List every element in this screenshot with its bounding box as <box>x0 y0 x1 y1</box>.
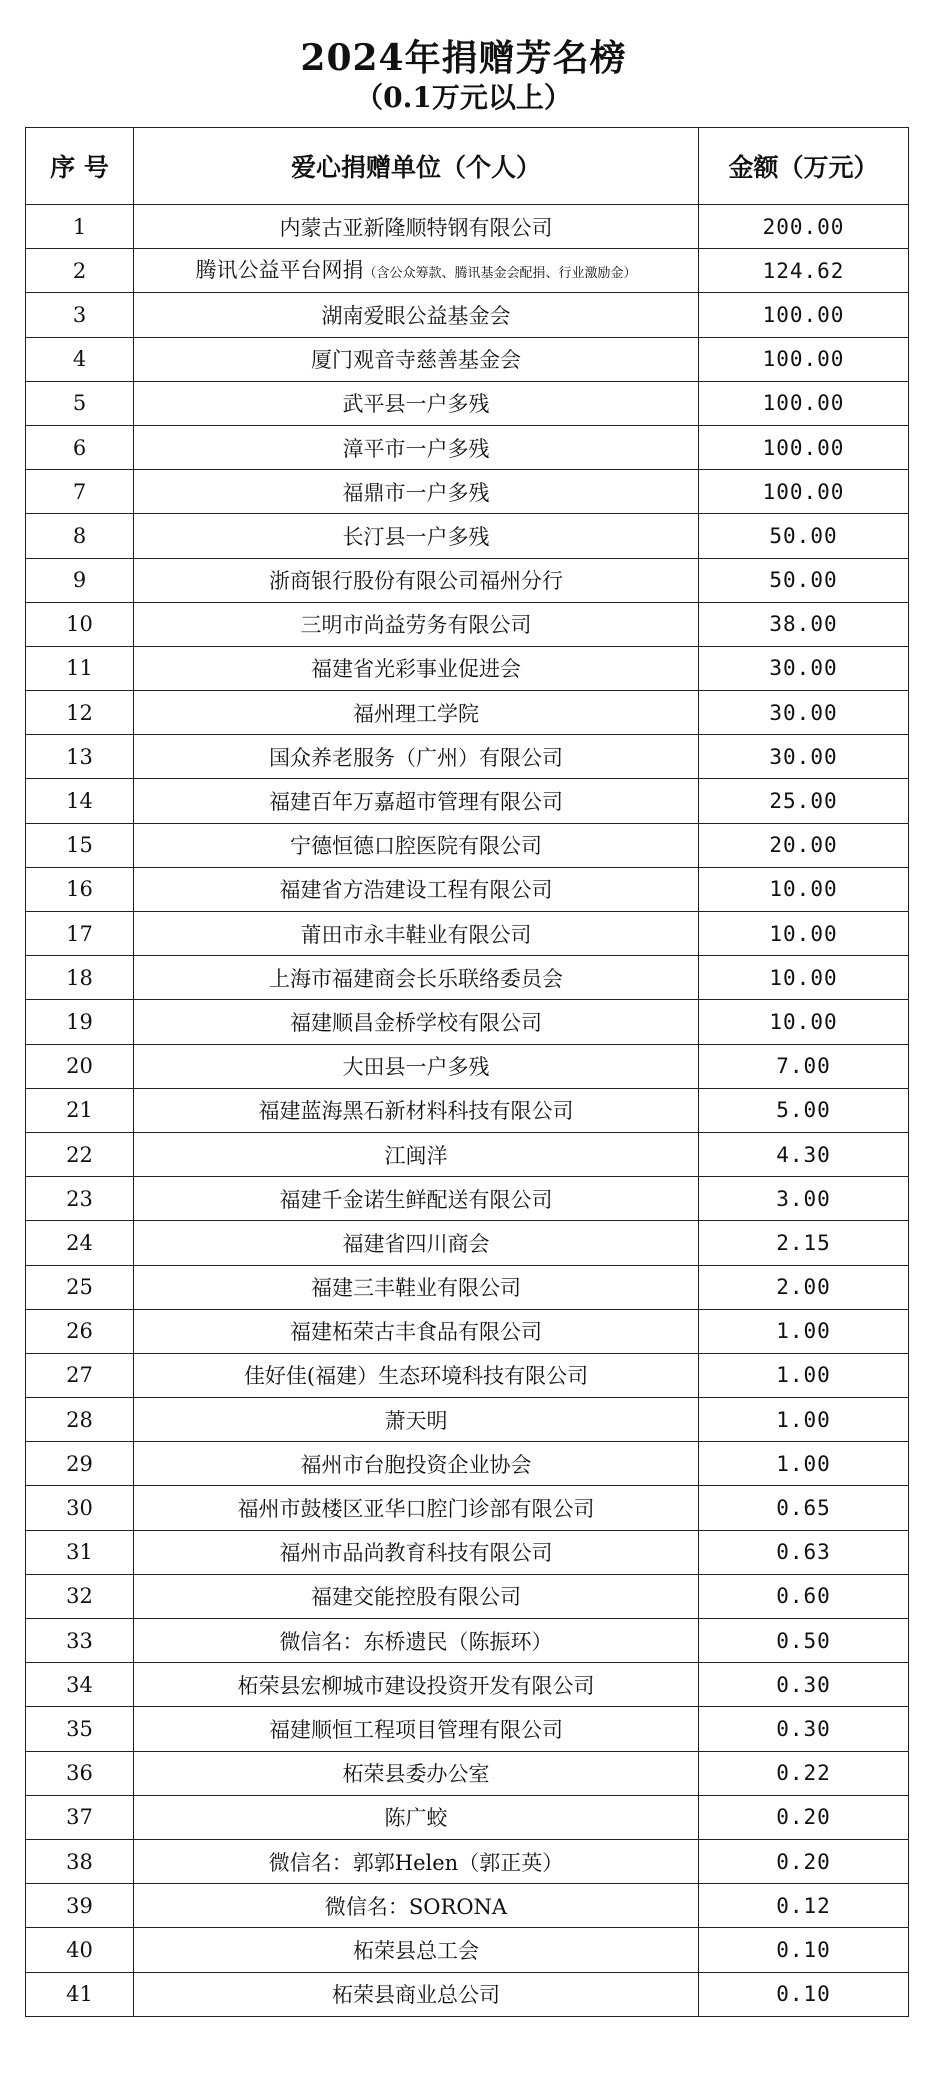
donor-name: 微信名：SORONA <box>134 1884 699 1928</box>
donor-name: 福州市鼓楼区亚华口腔门诊部有限公司 <box>134 1486 699 1530</box>
row-number: 12 <box>26 691 134 735</box>
donation-amount: 100.00 <box>699 381 909 425</box>
table-row <box>26 514 909 558</box>
donation-amount: 0.63 <box>699 1530 909 1574</box>
row-number: 29 <box>26 1442 134 1486</box>
donation-amount: 2.15 <box>699 1221 909 1265</box>
donor-name: 大田县一户多残 <box>134 1044 699 1088</box>
row-number: 26 <box>26 1309 134 1353</box>
table-row <box>26 956 909 1000</box>
table-row <box>26 823 909 867</box>
table-row <box>26 293 909 337</box>
row-number: 10 <box>26 602 134 646</box>
donor-name: 福建交能控股有限公司 <box>134 1574 699 1618</box>
table-row <box>26 602 909 646</box>
row-number: 40 <box>26 1928 134 1972</box>
row-number: 20 <box>26 1044 134 1088</box>
donation-amount: 30.00 <box>699 646 909 690</box>
donor-name: 江闽洋 <box>134 1132 699 1176</box>
row-number: 23 <box>26 1177 134 1221</box>
donation-amount: 30.00 <box>699 691 909 735</box>
row-number: 14 <box>26 779 134 823</box>
table-body <box>26 205 909 2017</box>
donor-name: 福建三丰鞋业有限公司 <box>134 1265 699 1309</box>
table-row <box>26 1398 909 1442</box>
donor-name <box>134 249 699 293</box>
donation-amount: 0.50 <box>699 1619 909 1663</box>
table-row <box>26 646 909 690</box>
row-number: 4 <box>26 337 134 381</box>
row-number: 37 <box>26 1795 134 1839</box>
donor-name: 漳平市一户多残 <box>134 425 699 469</box>
donation-amount: 38.00 <box>699 602 909 646</box>
row-number: 6 <box>26 425 134 469</box>
row-number: 1 <box>26 205 134 249</box>
donor-name: 陈广蛟 <box>134 1795 699 1839</box>
donation-amount: 0.22 <box>699 1751 909 1795</box>
table-row <box>26 1442 909 1486</box>
donation-amount: 50.00 <box>699 558 909 602</box>
donor-name: 上海市福建商会长乐联络委员会 <box>134 956 699 1000</box>
row-number: 31 <box>26 1530 134 1574</box>
table-row <box>26 1884 909 1928</box>
row-number: 33 <box>26 1619 134 1663</box>
header-donor: 爱心捐赠单位（个人） <box>134 128 699 205</box>
donor-name: 福建省方浩建设工程有限公司 <box>134 867 699 911</box>
table-row <box>26 205 909 249</box>
donor-name: 微信名：郭郭Helen（郭正英） <box>134 1839 699 1883</box>
row-number: 30 <box>26 1486 134 1530</box>
donor-name: 柘荣县委办公室 <box>134 1751 699 1795</box>
table-row <box>26 779 909 823</box>
donation-amount: 3.00 <box>699 1177 909 1221</box>
donation-amount: 1.00 <box>699 1309 909 1353</box>
row-number: 13 <box>26 735 134 779</box>
donation-amount: 10.00 <box>699 867 909 911</box>
donation-amount: 1.00 <box>699 1398 909 1442</box>
donor-name: 福州市品尚教育科技有限公司 <box>134 1530 699 1574</box>
donor-name: 武平县一户多残 <box>134 381 699 425</box>
donor-name: 内蒙古亚新隆顺特钢有限公司 <box>134 205 699 249</box>
donation-amount: 2.00 <box>699 1265 909 1309</box>
donation-amount: 10.00 <box>699 912 909 956</box>
donor-name: 福建省四川商会 <box>134 1221 699 1265</box>
table-row <box>26 1088 909 1132</box>
donor-name: 福州市台胞投资企业协会 <box>134 1442 699 1486</box>
donation-amount: 0.30 <box>699 1707 909 1751</box>
table-row <box>26 1795 909 1839</box>
table-row <box>26 337 909 381</box>
table-row <box>26 1707 909 1751</box>
table-row <box>26 1486 909 1530</box>
donation-amount: 0.60 <box>699 1574 909 1618</box>
row-number: 2 <box>26 249 134 293</box>
table-row <box>26 1309 909 1353</box>
page-title: 2024年捐赠芳名榜 <box>300 37 627 79</box>
row-number: 17 <box>26 912 134 956</box>
header-amount: 金额（万元） <box>699 128 909 205</box>
table-row <box>26 1663 909 1707</box>
donor-name: 莆田市永丰鞋业有限公司 <box>134 912 699 956</box>
table-row <box>26 1000 909 1044</box>
donor-name: 浙商银行股份有限公司福州分行 <box>134 558 699 602</box>
table-row <box>26 249 909 293</box>
donor-name: 佳好佳(福建）生态环境科技有限公司 <box>134 1353 699 1397</box>
table-row <box>26 1353 909 1397</box>
donation-amount: 0.10 <box>699 1928 909 1972</box>
row-number: 5 <box>26 381 134 425</box>
donation-amount: 10.00 <box>699 956 909 1000</box>
donor-name: 长汀县一户多残 <box>134 514 699 558</box>
donation-amount: 4.30 <box>699 1132 909 1176</box>
row-number: 18 <box>26 956 134 1000</box>
donation-amount: 1.00 <box>699 1442 909 1486</box>
table-row <box>26 558 909 602</box>
donation-amount: 0.12 <box>699 1884 909 1928</box>
table-row <box>26 1751 909 1795</box>
row-number: 25 <box>26 1265 134 1309</box>
table-row <box>26 912 909 956</box>
donor-name: 湖南爱眼公益基金会 <box>134 293 699 337</box>
row-number: 22 <box>26 1132 134 1176</box>
donation-amount: 7.00 <box>699 1044 909 1088</box>
table-row <box>26 1574 909 1618</box>
donation-amount: 124.62 <box>699 249 909 293</box>
donor-name: 萧天明 <box>134 1398 699 1442</box>
donation-amount: 50.00 <box>699 514 909 558</box>
table-row <box>26 867 909 911</box>
row-number: 15 <box>26 823 134 867</box>
row-number: 3 <box>26 293 134 337</box>
row-number: 39 <box>26 1884 134 1928</box>
donation-table <box>25 127 909 2017</box>
donation-amount: 100.00 <box>699 470 909 514</box>
table-row <box>26 381 909 425</box>
table-row <box>26 1044 909 1088</box>
table-row <box>26 1619 909 1663</box>
donor-note: （含公众筹款、腾讯基金会配捐、行业激励金） <box>363 265 637 281</box>
donation-amount: 200.00 <box>699 205 909 249</box>
row-number: 32 <box>26 1574 134 1618</box>
donor-name: 微信名：东桥遗民（陈振环） <box>134 1619 699 1663</box>
donation-amount: 100.00 <box>699 337 909 381</box>
donation-amount: 0.20 <box>699 1795 909 1839</box>
table-row <box>26 735 909 779</box>
table-row <box>26 1530 909 1574</box>
row-number: 38 <box>26 1839 134 1883</box>
row-number: 36 <box>26 1751 134 1795</box>
table-row <box>26 691 909 735</box>
donor-name: 福建顺昌金桥学校有限公司 <box>134 1000 699 1044</box>
donor-name: 福建百年万嘉超市管理有限公司 <box>134 779 699 823</box>
donor-name: 国众养老服务（广州）有限公司 <box>134 735 699 779</box>
table-row <box>26 1132 909 1176</box>
table-row <box>26 470 909 514</box>
donor-name: 福建千金诺生鲜配送有限公司 <box>134 1177 699 1221</box>
donation-amount: 0.65 <box>699 1486 909 1530</box>
table-row <box>26 1839 909 1883</box>
donor-name: 柘荣县总工会 <box>134 1928 699 1972</box>
donor-name: 福建顺恒工程项目管理有限公司 <box>134 1707 699 1751</box>
donation-amount: 1.00 <box>699 1353 909 1397</box>
row-number: 16 <box>26 867 134 911</box>
table-row <box>26 1928 909 1972</box>
header-no: 序 号 <box>26 128 134 205</box>
donation-amount: 0.20 <box>699 1839 909 1883</box>
donation-amount: 0.10 <box>699 1972 909 2016</box>
row-number: 27 <box>26 1353 134 1397</box>
donor-name: 柘荣县宏柳城市建设投资开发有限公司 <box>134 1663 699 1707</box>
row-number: 34 <box>26 1663 134 1707</box>
row-number: 41 <box>26 1972 134 2016</box>
donation-amount: 100.00 <box>699 425 909 469</box>
row-number: 24 <box>26 1221 134 1265</box>
donor-name-text: 腾讯公益平台网捐 <box>195 257 364 282</box>
donor-name: 福州理工学院 <box>134 691 699 735</box>
row-number: 19 <box>26 1000 134 1044</box>
donation-amount: 25.00 <box>699 779 909 823</box>
donation-amount: 5.00 <box>699 1088 909 1132</box>
donation-amount: 30.00 <box>699 735 909 779</box>
donation-amount: 0.30 <box>699 1663 909 1707</box>
table-header-row <box>26 128 909 205</box>
row-number: 9 <box>26 558 134 602</box>
donation-amount: 10.00 <box>699 1000 909 1044</box>
donor-name: 福建柘荣古丰食品有限公司 <box>134 1309 699 1353</box>
donor-name: 福鼎市一户多残 <box>134 470 699 514</box>
row-number: 8 <box>26 514 134 558</box>
row-number: 35 <box>26 1707 134 1751</box>
row-number: 21 <box>26 1088 134 1132</box>
row-number: 11 <box>26 646 134 690</box>
donor-name: 宁德恒德口腔医院有限公司 <box>134 823 699 867</box>
donor-name: 福建省光彩事业促进会 <box>134 646 699 690</box>
donation-amount: 20.00 <box>699 823 909 867</box>
table-row <box>26 425 909 469</box>
donor-name: 三明市尚益劳务有限公司 <box>134 602 699 646</box>
table-row <box>26 1265 909 1309</box>
donor-name: 福建蓝海黑石新材料科技有限公司 <box>134 1088 699 1132</box>
donor-name: 厦门观音寺慈善基金会 <box>134 337 699 381</box>
page-subtitle: （0.1万元以上） <box>355 81 572 114</box>
table-row <box>26 1177 909 1221</box>
donor-name: 柘荣县商业总公司 <box>134 1972 699 2016</box>
row-number: 28 <box>26 1398 134 1442</box>
row-number: 7 <box>26 470 134 514</box>
table-row <box>26 1221 909 1265</box>
table-row <box>26 1972 909 2016</box>
donation-amount: 100.00 <box>699 293 909 337</box>
